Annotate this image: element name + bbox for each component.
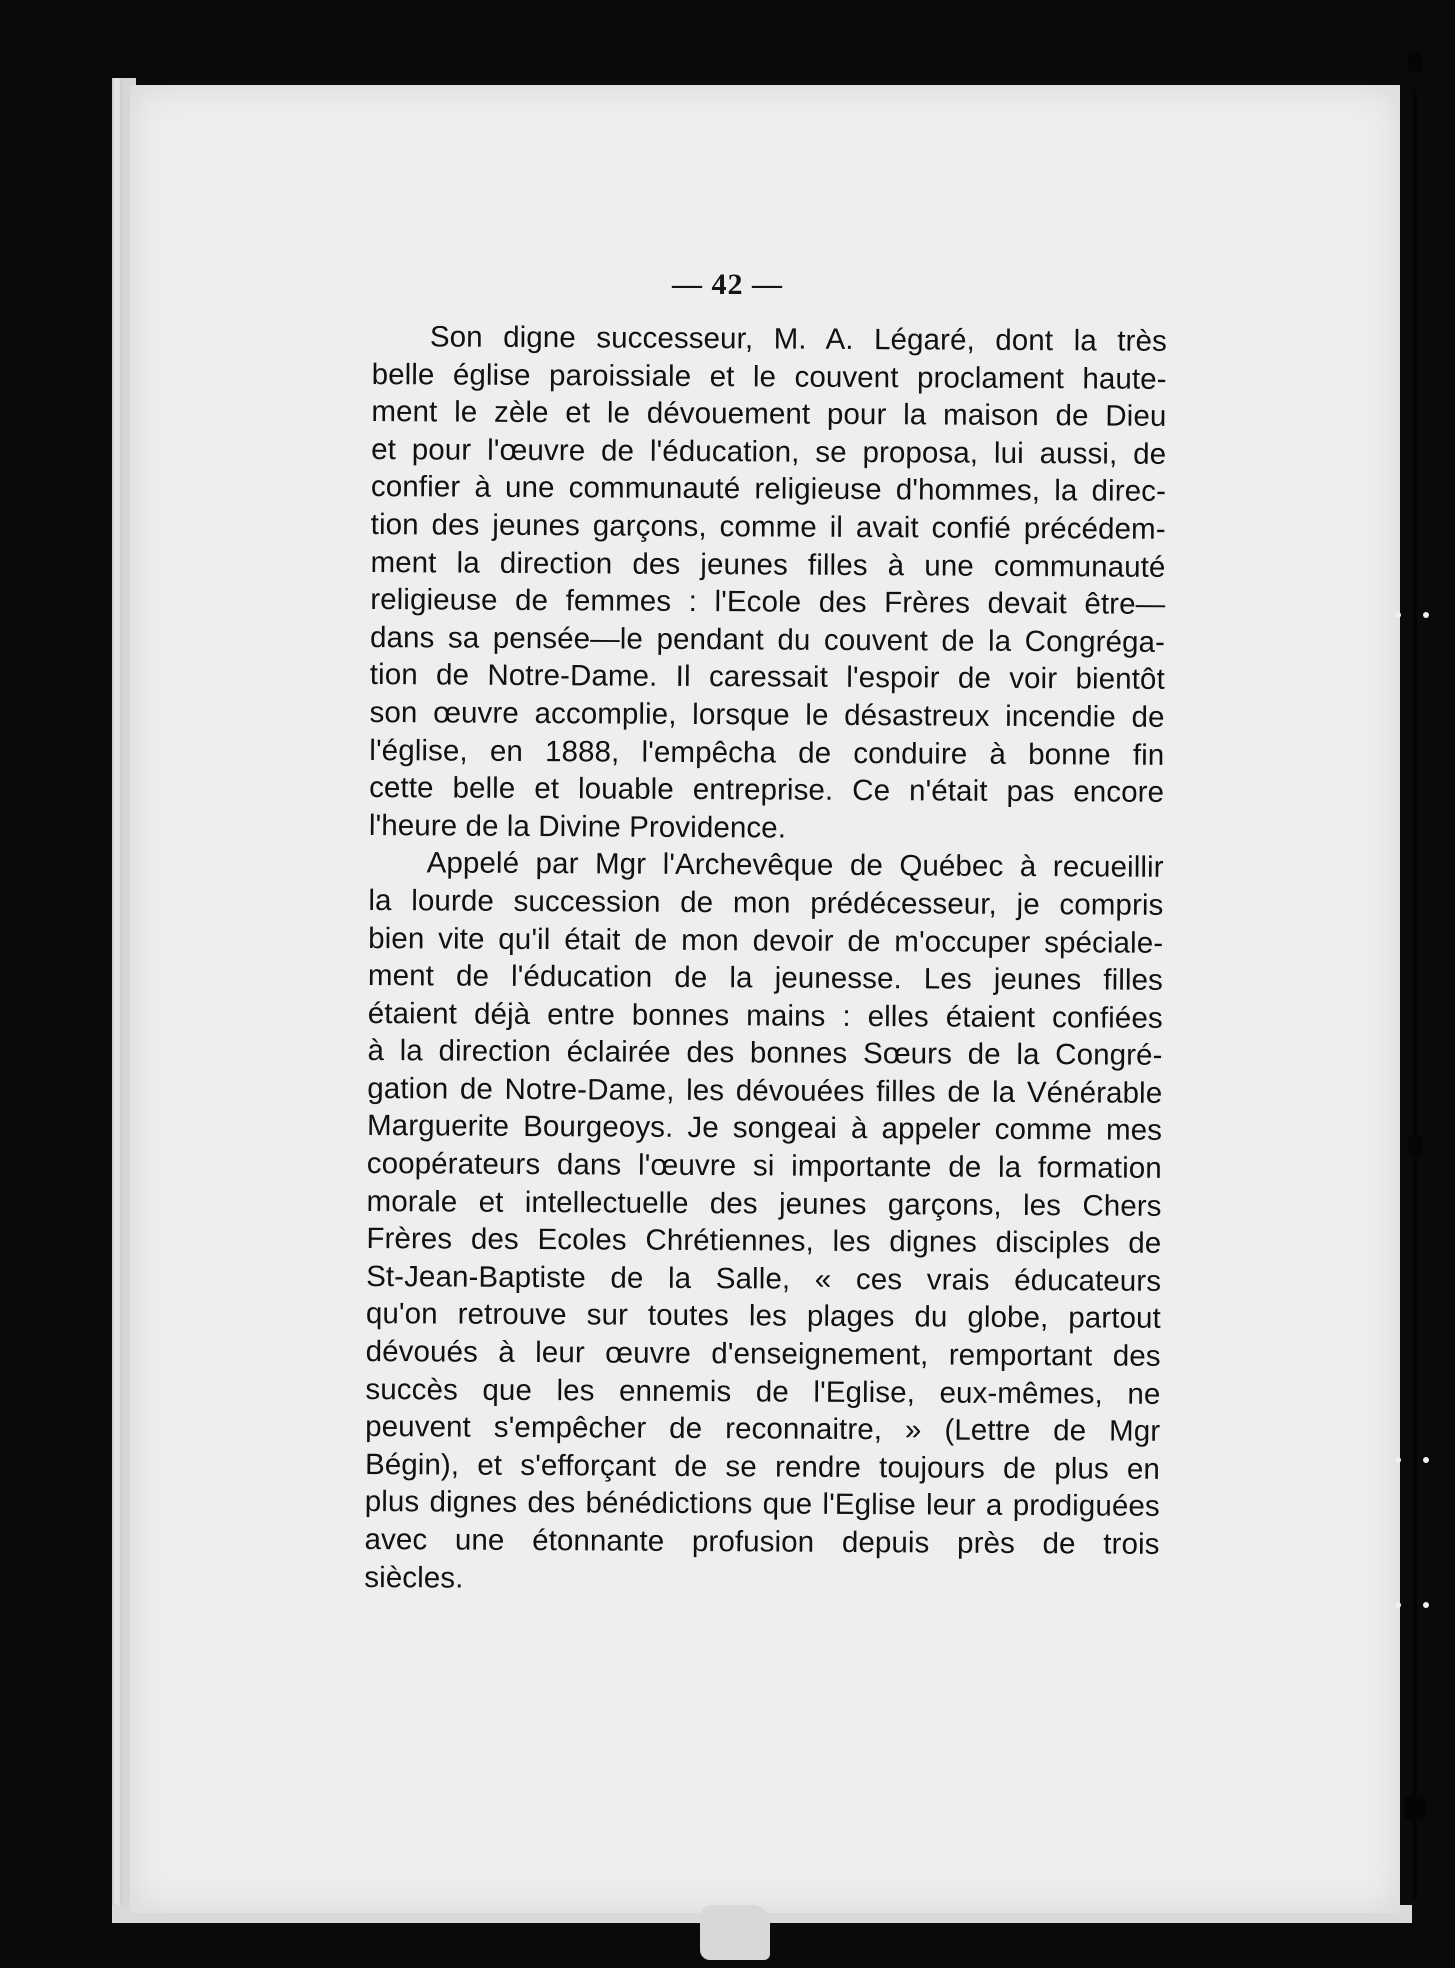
text-line: ment de l'éducation de la jeunesse. Les jeunes filles [367,959,1164,997]
text-line: Son digne successeur, M. A. Légaré, dont la très [429,320,1167,358]
text-line: bien vite qu'il était de mon devoir de m'occuper spéciale- [368,921,1164,960]
binding-line [1413,90,1417,1900]
text-line: Bégin), et s'efforçant de se rendre toujours de plus en [364,1447,1161,1486]
text-line: la lourde succession de mon prédécesseur, je compris [368,883,1164,922]
text-line: religieuse de femmes : l'Ecole des Frères devait être— [370,583,1166,622]
binding-clip [700,1905,770,1960]
paragraph-2 [364,844,1164,1601]
text-line: tion des jeunes garçons, comme il avait confié précédem- [370,507,1166,546]
text-line: l'heure de la Divine Providence. [368,808,787,845]
text-line: tion de Notre-Dame. Il caressait l'espoir de voir bientôt [369,658,1165,697]
text-line: ment la direction des jeunes filles à une communauté [370,545,1166,584]
text-line: Marguerite Bourgeoys. Je songeai à appeler comme mes [366,1109,1163,1148]
text-line: belle église paroissiale et le couvent proclament haute- [371,357,1167,396]
text-line: siècles. [364,1560,464,1595]
text-line: coopérateurs dans l'œuvre si importante de la formation [366,1147,1162,1185]
binding-knob [1408,1135,1422,1155]
text-line: confier à une communauté religieuse d'hommes, la direc- [370,470,1167,509]
text-line: à la direction éclairée des bonnes Sœurs de la Congré- [367,1034,1163,1073]
text-line: gation de Notre-Dame, les dévouées filles de la Vénérable [367,1071,1163,1110]
binding-dot [1423,1457,1429,1463]
page-number: — 42 — [672,268,783,301]
text-line: dévoués à leur œuvre d'enseignement, remportant des [365,1335,1161,1373]
text-line: cette belle et louable entreprise. Ce n'était pas encore [369,771,1165,809]
text-line: l'église, en 1888, l'empêcha de conduire à bonne fin [369,733,1165,772]
text-line: qu'on retrouve sur toutes les plages du globe, partout [365,1297,1162,1336]
paragraph-1 [369,318,1167,849]
text-line: Appelé par Mgr l'Archevêque de Québec à recueillir [426,846,1164,885]
body-text [364,318,1167,1601]
text-line: succès que les ennemis de l'Eglise, eux-mêmes, ne [365,1372,1161,1411]
text-line: étaient déjà entre bonnes mains : elles étaient confiées [367,996,1163,1035]
text-line: son œuvre accomplie, lorsque le désastreux incendie de [369,695,1165,734]
binding-knob [1404,1796,1426,1820]
text-line: et pour l'œuvre de l'éducation, se proposa, lui aussi, de [371,432,1167,471]
text-line: morale et intellectuelle des jeunes garçons, les Chers [366,1184,1162,1223]
binding-dot [1395,1602,1401,1608]
text-line: ment le zèle et le dévouement pour la maison de Dieu [371,395,1167,434]
binding-knob [1408,52,1422,72]
binding-dot [1395,612,1401,618]
text-line: dans sa pensée—le pendant du couvent de la Congréga- [369,620,1166,659]
binding-dot [1423,612,1429,618]
text-line: Frères des Ecoles Chrétiennes, les dignes disciples de [366,1222,1162,1261]
binding-dot [1423,1602,1429,1608]
binding-dot [1395,1457,1401,1463]
text-line: St-Jean-Baptiste de la Salle, « ces vrais éducateurs [366,1259,1162,1298]
text-line: plus dignes des bénédictions que l'Eglise leur a prodiguées [364,1485,1160,1524]
text-line: avec une étonnante profusion depuis près de trois [364,1522,1160,1561]
text-line: peuvent s'empêcher de reconnaitre, » (Lettre de Mgr [365,1410,1161,1449]
